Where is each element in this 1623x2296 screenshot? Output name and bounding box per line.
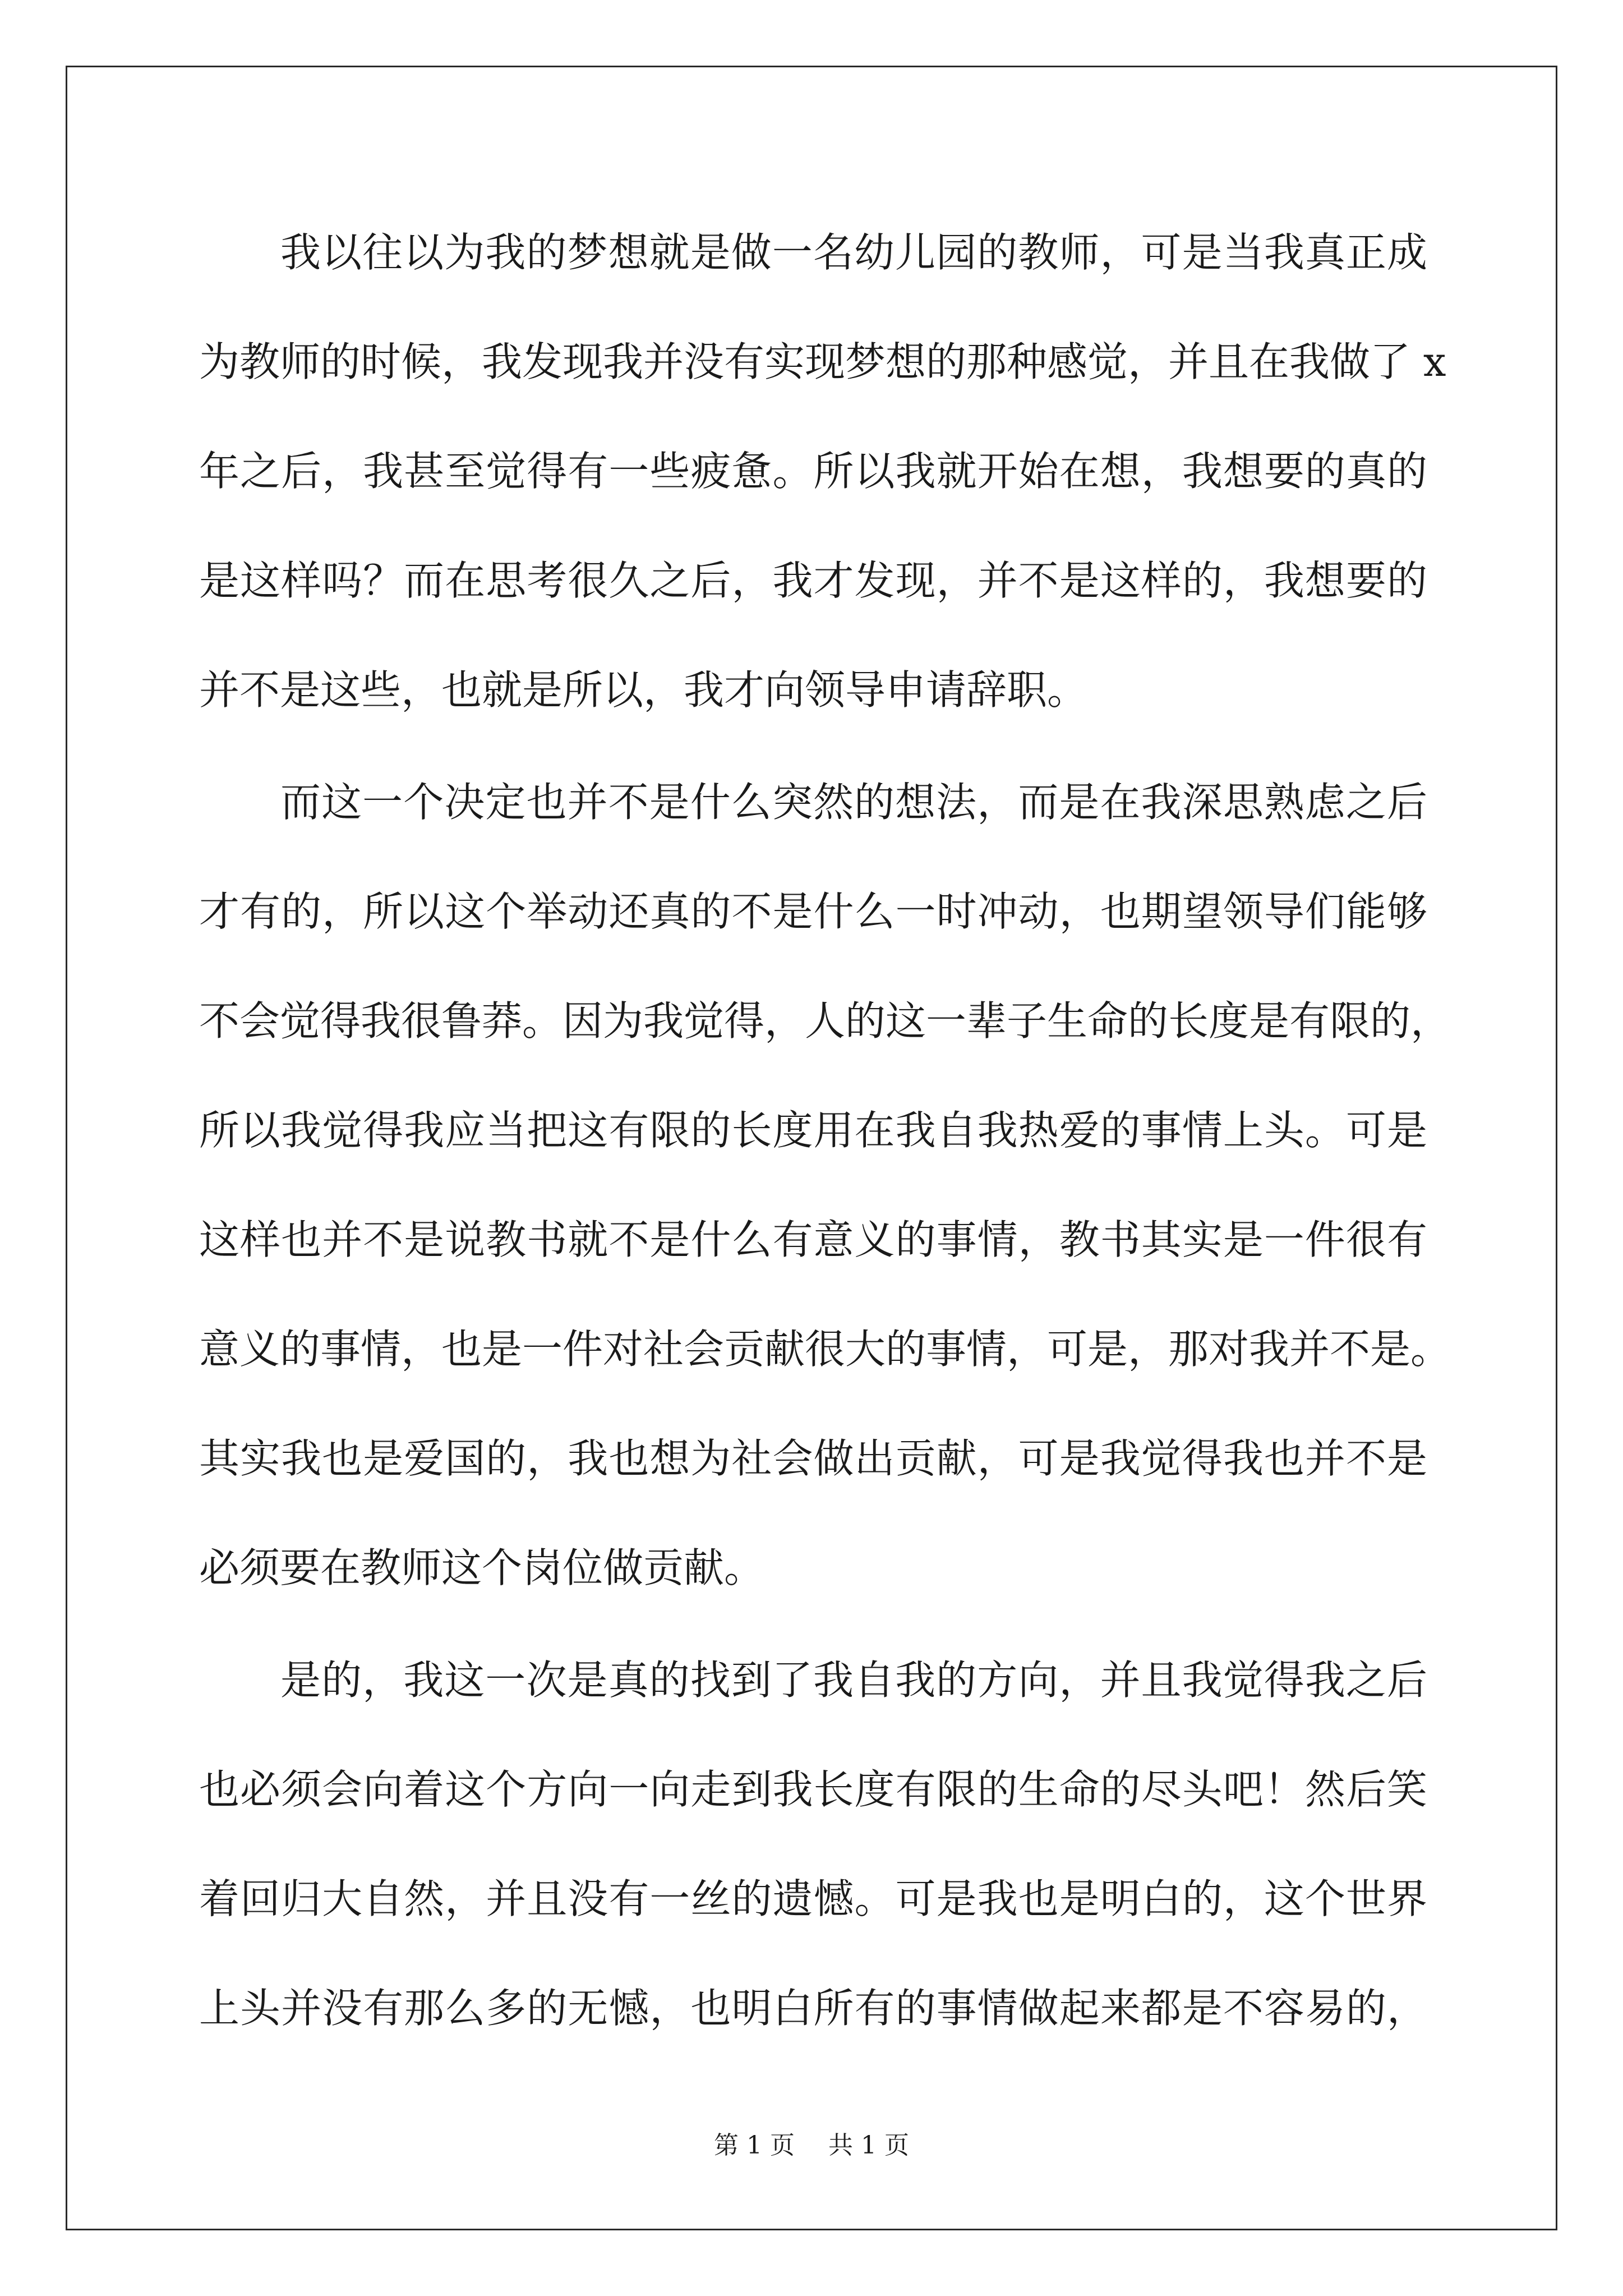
paragraph-3-line-3: 着回归大自然，并且没有一丝的遗憾。可是我也是明白的，这个世界 xyxy=(199,1875,1427,1922)
paragraph-2-line-3: 不会觉得我很鲁莽。因为我觉得，人的这一辈子生命的长度是有限的， xyxy=(199,997,1451,1045)
paragraph-2-line-7: 其实我也是爱国的，我也想为社会做出贡献，可是我觉得我也并不是 xyxy=(199,1435,1427,1482)
paragraph-3-line-4: 上头并没有那么多的无憾，也明白所有的事情做起来都是不容易的， xyxy=(199,1985,1427,2032)
paragraph-1-line-4: 是这样吗？而在思考很久之后，我才发现，并不是这样的，我想要的 xyxy=(199,557,1427,604)
paragraph-2-line-1: 而这一个决定也并不是什么突然的想法，而是在我深思熟虑之后 xyxy=(280,779,1427,826)
paragraph-2-line-8: 必须要在教师这个岗位做贡献。 xyxy=(199,1544,765,1591)
paragraph-3-line-1: 是的，我这一次是真的找到了我自我的方向，并且我觉得我之后 xyxy=(280,1657,1427,1704)
paragraph-2-line-6: 意义的事情，也是一件对社会贡献很大的事情，可是，那对我并不是。 xyxy=(199,1326,1451,1373)
paragraph-2-line-5: 这样也并不是说教书就不是什么有意义的事情，教书其实是一件很有 xyxy=(199,1216,1427,1263)
paragraph-2-line-2: 才有的，所以这个举动还真的不是什么一时冲动，也期望领导们能够 xyxy=(199,888,1427,935)
paragraph-1-line-2: 为教师的时候，我发现我并没有实现梦想的那种感觉，并且在我做了 x xyxy=(199,338,1446,385)
page-number-current: 第 1 页 xyxy=(714,2131,795,2160)
page-number-total: 共 1 页 xyxy=(828,2131,909,2160)
page-footer xyxy=(0,2129,1623,2162)
paragraph-1-line-3: 年之后，我甚至觉得有一些疲惫。所以我就开始在想，我想要的真的 xyxy=(199,448,1427,495)
paragraph-2-line-4: 所以我觉得我应当把这有限的长度用在我自我热爱的事情上头。可是 xyxy=(199,1107,1427,1154)
document-body xyxy=(199,216,1451,2081)
paragraph-3-line-2: 也必须会向着这个方向一向走到我长度有限的生命的尽头吧！然后笑 xyxy=(199,1766,1427,1813)
paragraph-1-line-5: 并不是这些，也就是所以，我才向领导申请辞职。 xyxy=(199,666,1088,714)
paragraph-1-line-1: 我以往以为我的梦想就是做一名幼儿园的教师，可是当我真正成 xyxy=(280,229,1427,276)
